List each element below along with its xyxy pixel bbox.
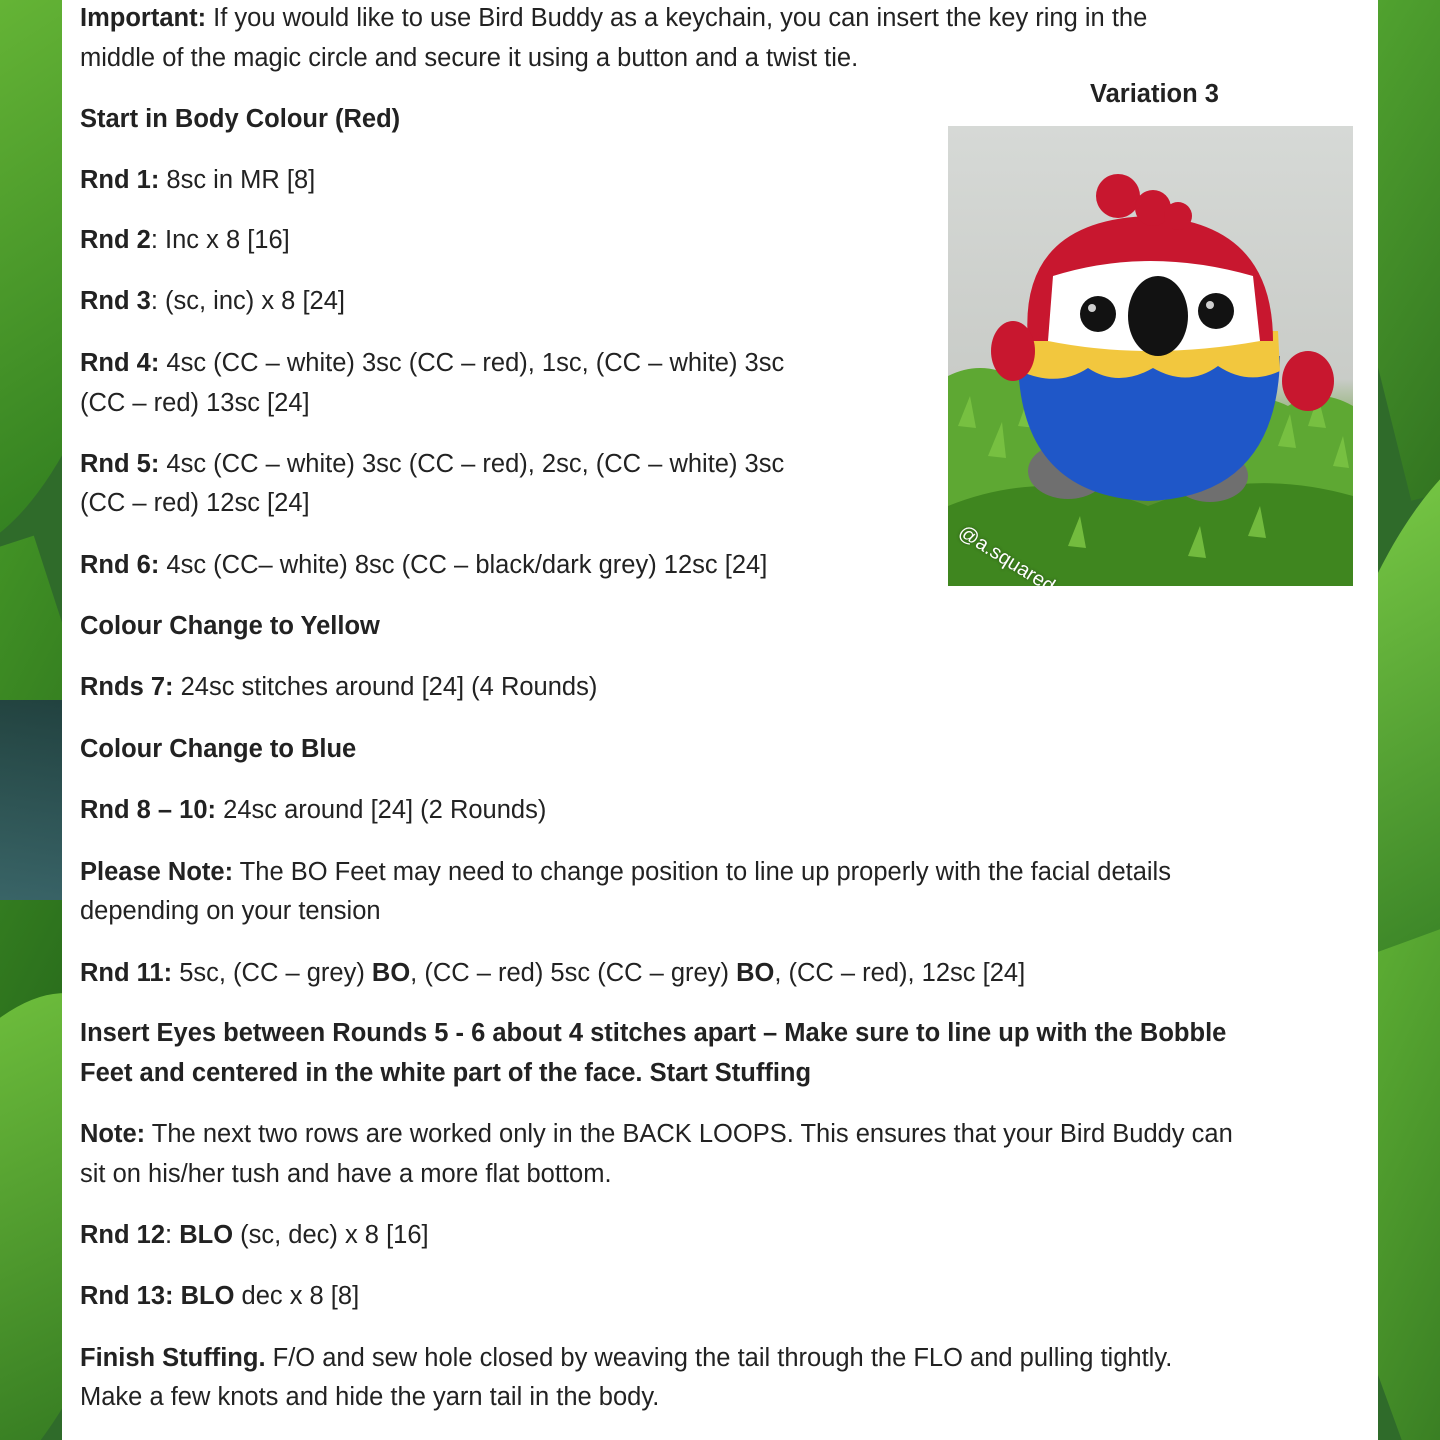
rnd-12: Rnd 12: BLO (sc, dec) x 8 [16] xyxy=(80,1221,429,1249)
dark-foliage xyxy=(0,700,70,900)
pattern-page xyxy=(62,0,1378,1440)
please-note-line-2: depending on your tension xyxy=(80,897,381,925)
yellow-heading: Colour Change to Yellow xyxy=(80,612,380,640)
rnd-4-line-1: Rnd 4: 4sc (CC – white) 3sc (CC – red), 1sc, (CC – white) 3sc xyxy=(80,349,785,377)
rnd-4-line-2: (CC – red) 13sc [24] xyxy=(80,389,310,417)
insert-eyes-line-1: Insert Eyes between Rounds 5 - 6 about 4 stitches apart – Make sure to line up with the Bobble xyxy=(80,1019,1227,1047)
rnd-13: Rnd 13: BLO dec x 8 [8] xyxy=(80,1282,360,1310)
finish-line-2: Make a few knots and hide the yarn tail in the body. xyxy=(80,1383,660,1411)
important-line-2: middle of the magic circle and secure it using a button and a twist tie. xyxy=(80,44,859,72)
rnd-5-line-1: Rnd 5: 4sc (CC – white) 3sc (CC – red), 2sc, (CC – white) 3sc xyxy=(80,450,785,478)
note-line-1: Note: The next two rows are worked only in the BACK LOOPS. This ensures that your Bird Buddy can xyxy=(80,1120,1233,1148)
rnd-6: Rnd 6: 4sc (CC– white) 8sc (CC – black/dark grey) 12sc [24] xyxy=(80,551,768,579)
bird-buddy-photo xyxy=(948,126,1353,586)
please-note-line-1: Please Note: The BO Feet may need to change position to line up properly with the facial details xyxy=(80,858,1171,886)
rnd-3: Rnd 3: (sc, inc) x 8 [24] xyxy=(80,287,345,315)
parrot-illustration xyxy=(948,126,1353,586)
variation-title: Variation 3 xyxy=(1090,80,1219,108)
finish-line-1: Finish Stuffing. F/O and sew hole closed by weaving the tail through the FLO and pulling tightly. xyxy=(80,1344,1173,1372)
start-heading: Start in Body Colour (Red) xyxy=(80,105,401,133)
rnd-11: Rnd 11: 5sc, (CC – grey) BO, (CC – red) 5sc (CC – grey) BO, (CC – red), 12sc [24] xyxy=(80,959,1026,987)
rnd-8-10: Rnd 8 – 10: 24sc around [24] (2 Rounds) xyxy=(80,796,547,824)
note-line-2: sit on his/her tush and have a more flat bottom. xyxy=(80,1160,612,1188)
rnd-2: Rnd 2: Inc x 8 [16] xyxy=(80,226,290,254)
rnd-7: Rnds 7: 24sc stitches around [24] (4 Rounds) xyxy=(80,673,598,701)
blue-heading: Colour Change to Blue xyxy=(80,735,357,763)
rnd-5-line-2: (CC – red) 12sc [24] xyxy=(80,489,310,517)
important-line-1: Important: If you would like to use Bird Buddy as a keychain, you can insert the key ring in the xyxy=(80,4,1148,32)
rnd-1: Rnd 1: 8sc in MR [8] xyxy=(80,166,316,194)
insert-eyes-line-2: Feet and centered in the white part of the face. Start Stuffing xyxy=(80,1059,812,1087)
